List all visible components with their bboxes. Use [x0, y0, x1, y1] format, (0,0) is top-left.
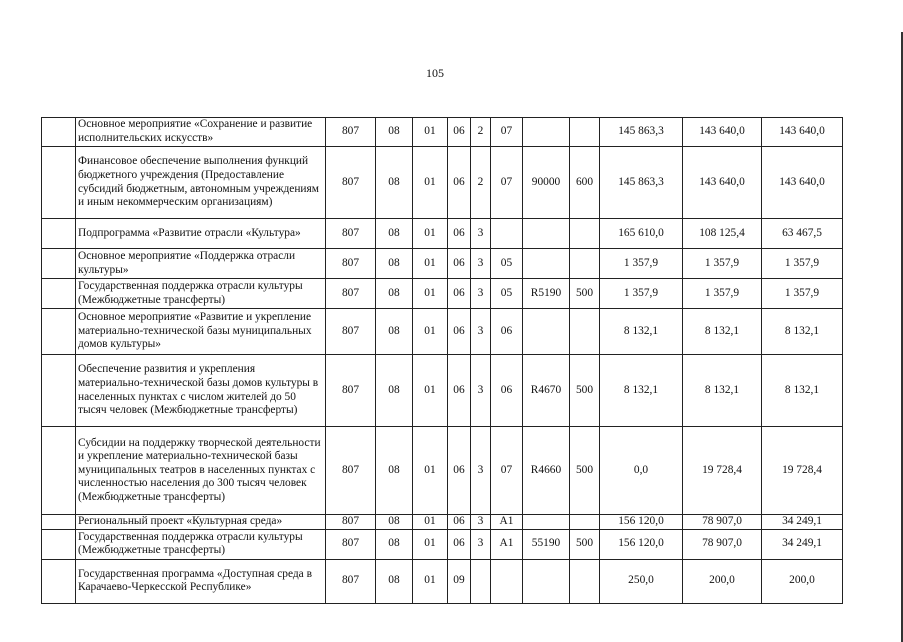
row-cs3-cell	[491, 219, 523, 249]
table-row	[42, 427, 843, 515]
row-y3-cell: 143 640,0	[762, 118, 843, 147]
row-grbs-cell: 807	[326, 147, 376, 219]
row-rz-cell: 08	[376, 147, 413, 219]
row-y3-cell: 143 640,0	[762, 147, 843, 219]
row-rz-cell: 08	[376, 118, 413, 147]
page-number: 105	[426, 66, 444, 80]
row-rz-cell: 08	[376, 309, 413, 355]
row-y2-cell: 78 907,0	[683, 529, 762, 559]
row-vr-cell	[570, 118, 600, 147]
row-cs2-cell: 3	[471, 279, 491, 309]
row-cs4-cell: R5190	[523, 279, 570, 309]
table-row	[42, 147, 843, 219]
row-cs4-cell	[523, 118, 570, 147]
row-y3-cell: 19 728,4	[762, 427, 843, 515]
row-y1-cell: 145 863,3	[600, 118, 683, 147]
table-row	[42, 309, 843, 355]
row-cs1-cell: 06	[448, 309, 471, 355]
table-row	[42, 219, 843, 249]
row-name-cell: Государственная поддержка отрасли культуры (Межбюджетные трансферты)	[76, 529, 326, 559]
row-pr-cell: 01	[413, 147, 448, 219]
row-y2-cell: 200,0	[683, 559, 762, 603]
row-grbs-cell: 807	[326, 559, 376, 603]
row-y2-cell: 143 640,0	[683, 147, 762, 219]
row-cs4-cell	[523, 249, 570, 279]
row-cs2-cell: 2	[471, 147, 491, 219]
row-cs1-cell: 06	[448, 355, 471, 427]
row-cs2-cell: 3	[471, 515, 491, 530]
row-cs3-cell: 05	[491, 249, 523, 279]
row-grbs-cell: 807	[326, 427, 376, 515]
row-cs1-cell: 06	[448, 219, 471, 249]
row-blank-cell	[42, 118, 76, 147]
row-blank-cell	[42, 309, 76, 355]
row-blank-cell	[42, 279, 76, 309]
row-grbs-cell: 807	[326, 529, 376, 559]
row-vr-cell: 500	[570, 355, 600, 427]
row-vr-cell	[570, 249, 600, 279]
row-cs2-cell	[471, 559, 491, 603]
row-pr-cell: 01	[413, 118, 448, 147]
table-row	[42, 118, 843, 147]
row-y2-cell: 108 125,4	[683, 219, 762, 249]
row-cs3-cell: A1	[491, 515, 523, 530]
row-name-cell: Обеспечение развития и укрепления материально-технической базы домов культуры в населенных пунктах с числом жителей до 50 тысяч человек (Межбюджетные трансферты)	[76, 355, 326, 427]
table-row	[42, 529, 843, 559]
row-cs3-cell: 07	[491, 118, 523, 147]
row-y1-cell: 165 610,0	[600, 219, 683, 249]
row-name-cell: Государственная поддержка отрасли культуры (Межбюджетные трансферты)	[76, 279, 326, 309]
row-cs3-cell: 07	[491, 147, 523, 219]
row-cs3-cell	[491, 559, 523, 603]
table-row	[42, 279, 843, 309]
row-y3-cell: 200,0	[762, 559, 843, 603]
row-cs1-cell: 06	[448, 147, 471, 219]
row-grbs-cell: 807	[326, 355, 376, 427]
row-y3-cell: 8 132,1	[762, 355, 843, 427]
row-cs1-cell: 06	[448, 529, 471, 559]
row-y2-cell: 1 357,9	[683, 249, 762, 279]
table-row	[42, 249, 843, 279]
row-name-cell: Основное мероприятие «Поддержка отрасли культуры»	[76, 249, 326, 279]
row-y3-cell: 1 357,9	[762, 279, 843, 309]
row-y3-cell: 1 357,9	[762, 249, 843, 279]
row-cs1-cell: 06	[448, 118, 471, 147]
row-pr-cell: 01	[413, 219, 448, 249]
row-rz-cell: 08	[376, 529, 413, 559]
row-name-cell: Основное мероприятие «Сохранение и развитие исполнительских искусств»	[76, 118, 326, 147]
row-y1-cell: 8 132,1	[600, 309, 683, 355]
row-vr-cell: 600	[570, 147, 600, 219]
row-blank-cell	[42, 147, 76, 219]
row-name-cell: Государственная программа «Доступная среда в Карачаево-Черкесской Республике»	[76, 559, 326, 603]
row-grbs-cell: 807	[326, 309, 376, 355]
row-y1-cell: 156 120,0	[600, 529, 683, 559]
row-cs1-cell: 09	[448, 559, 471, 603]
row-grbs-cell: 807	[326, 249, 376, 279]
row-cs4-cell: 55190	[523, 529, 570, 559]
row-cs4-cell	[523, 219, 570, 249]
row-cs2-cell: 3	[471, 427, 491, 515]
row-pr-cell: 01	[413, 559, 448, 603]
row-rz-cell: 08	[376, 515, 413, 530]
row-cs1-cell: 06	[448, 279, 471, 309]
row-y1-cell: 0,0	[600, 427, 683, 515]
row-pr-cell: 01	[413, 515, 448, 530]
row-y3-cell: 63 467,5	[762, 219, 843, 249]
row-grbs-cell: 807	[326, 279, 376, 309]
row-blank-cell	[42, 219, 76, 249]
row-blank-cell	[42, 427, 76, 515]
row-y1-cell: 250,0	[600, 559, 683, 603]
row-blank-cell	[42, 249, 76, 279]
row-pr-cell: 01	[413, 309, 448, 355]
row-pr-cell: 01	[413, 529, 448, 559]
row-grbs-cell: 807	[326, 219, 376, 249]
row-cs1-cell: 06	[448, 427, 471, 515]
row-pr-cell: 01	[413, 279, 448, 309]
row-pr-cell: 01	[413, 427, 448, 515]
row-name-cell: Финансовое обеспечение выполнения функций бюджетного учреждения (Предоставление субсидий бюджетным, автономным учреждениям и иным некоммерческим организациям)	[76, 147, 326, 219]
row-name-cell: Региональный проект «Культурная среда»	[76, 515, 326, 530]
row-cs4-cell: 90000	[523, 147, 570, 219]
table-row	[42, 559, 843, 603]
row-y1-cell: 8 132,1	[600, 355, 683, 427]
row-vr-cell	[570, 309, 600, 355]
row-blank-cell	[42, 515, 76, 530]
row-cs1-cell: 06	[448, 515, 471, 530]
row-cs2-cell: 2	[471, 118, 491, 147]
row-rz-cell: 08	[376, 279, 413, 309]
row-y1-cell: 1 357,9	[600, 249, 683, 279]
row-cs3-cell: 07	[491, 427, 523, 515]
row-y1-cell: 145 863,3	[600, 147, 683, 219]
row-y2-cell: 78 907,0	[683, 515, 762, 530]
row-cs4-cell	[523, 309, 570, 355]
row-y2-cell: 1 357,9	[683, 279, 762, 309]
budget-table	[41, 117, 843, 604]
row-y2-cell: 8 132,1	[683, 355, 762, 427]
row-y2-cell: 143 640,0	[683, 118, 762, 147]
row-blank-cell	[42, 529, 76, 559]
row-vr-cell: 500	[570, 279, 600, 309]
row-vr-cell	[570, 559, 600, 603]
row-y2-cell: 8 132,1	[683, 309, 762, 355]
row-cs4-cell: R4670	[523, 355, 570, 427]
row-cs3-cell: 05	[491, 279, 523, 309]
row-name-cell: Субсидии на поддержку творческой деятельности и укрепление материально-технической базы муниципальных театров в населенных пунктах с численностью населения до 300 тысяч человек (Межбюджетные трансферты)	[76, 427, 326, 515]
row-cs2-cell: 3	[471, 219, 491, 249]
row-cs3-cell: 06	[491, 309, 523, 355]
row-rz-cell: 08	[376, 355, 413, 427]
row-cs3-cell: A1	[491, 529, 523, 559]
row-grbs-cell: 807	[326, 118, 376, 147]
table-row	[42, 355, 843, 427]
row-y3-cell: 8 132,1	[762, 309, 843, 355]
row-y3-cell: 34 249,1	[762, 529, 843, 559]
row-rz-cell: 08	[376, 249, 413, 279]
row-cs2-cell: 3	[471, 249, 491, 279]
row-name-cell: Основное мероприятие «Развитие и укрепление материально-технической базы муниципальных домов культуры»	[76, 309, 326, 355]
row-y3-cell: 34 249,1	[762, 515, 843, 530]
row-cs4-cell: R4660	[523, 427, 570, 515]
row-vr-cell: 500	[570, 427, 600, 515]
table-row	[42, 515, 843, 530]
row-y2-cell: 19 728,4	[683, 427, 762, 515]
row-vr-cell: 500	[570, 529, 600, 559]
table-body	[42, 118, 843, 604]
row-cs3-cell: 06	[491, 355, 523, 427]
row-vr-cell	[570, 219, 600, 249]
row-rz-cell: 08	[376, 427, 413, 515]
row-vr-cell	[570, 515, 600, 530]
row-cs2-cell: 3	[471, 309, 491, 355]
row-cs4-cell	[523, 515, 570, 530]
row-name-cell: Подпрограмма «Развитие отрасли «Культура»	[76, 219, 326, 249]
row-pr-cell: 01	[413, 249, 448, 279]
row-cs4-cell	[523, 559, 570, 603]
row-rz-cell: 08	[376, 559, 413, 603]
row-blank-cell	[42, 355, 76, 427]
row-y1-cell: 1 357,9	[600, 279, 683, 309]
row-rz-cell: 08	[376, 219, 413, 249]
row-cs1-cell: 06	[448, 249, 471, 279]
row-y1-cell: 156 120,0	[600, 515, 683, 530]
row-cs2-cell: 3	[471, 355, 491, 427]
row-cs2-cell: 3	[471, 529, 491, 559]
row-grbs-cell: 807	[326, 515, 376, 530]
row-blank-cell	[42, 559, 76, 603]
row-pr-cell: 01	[413, 355, 448, 427]
